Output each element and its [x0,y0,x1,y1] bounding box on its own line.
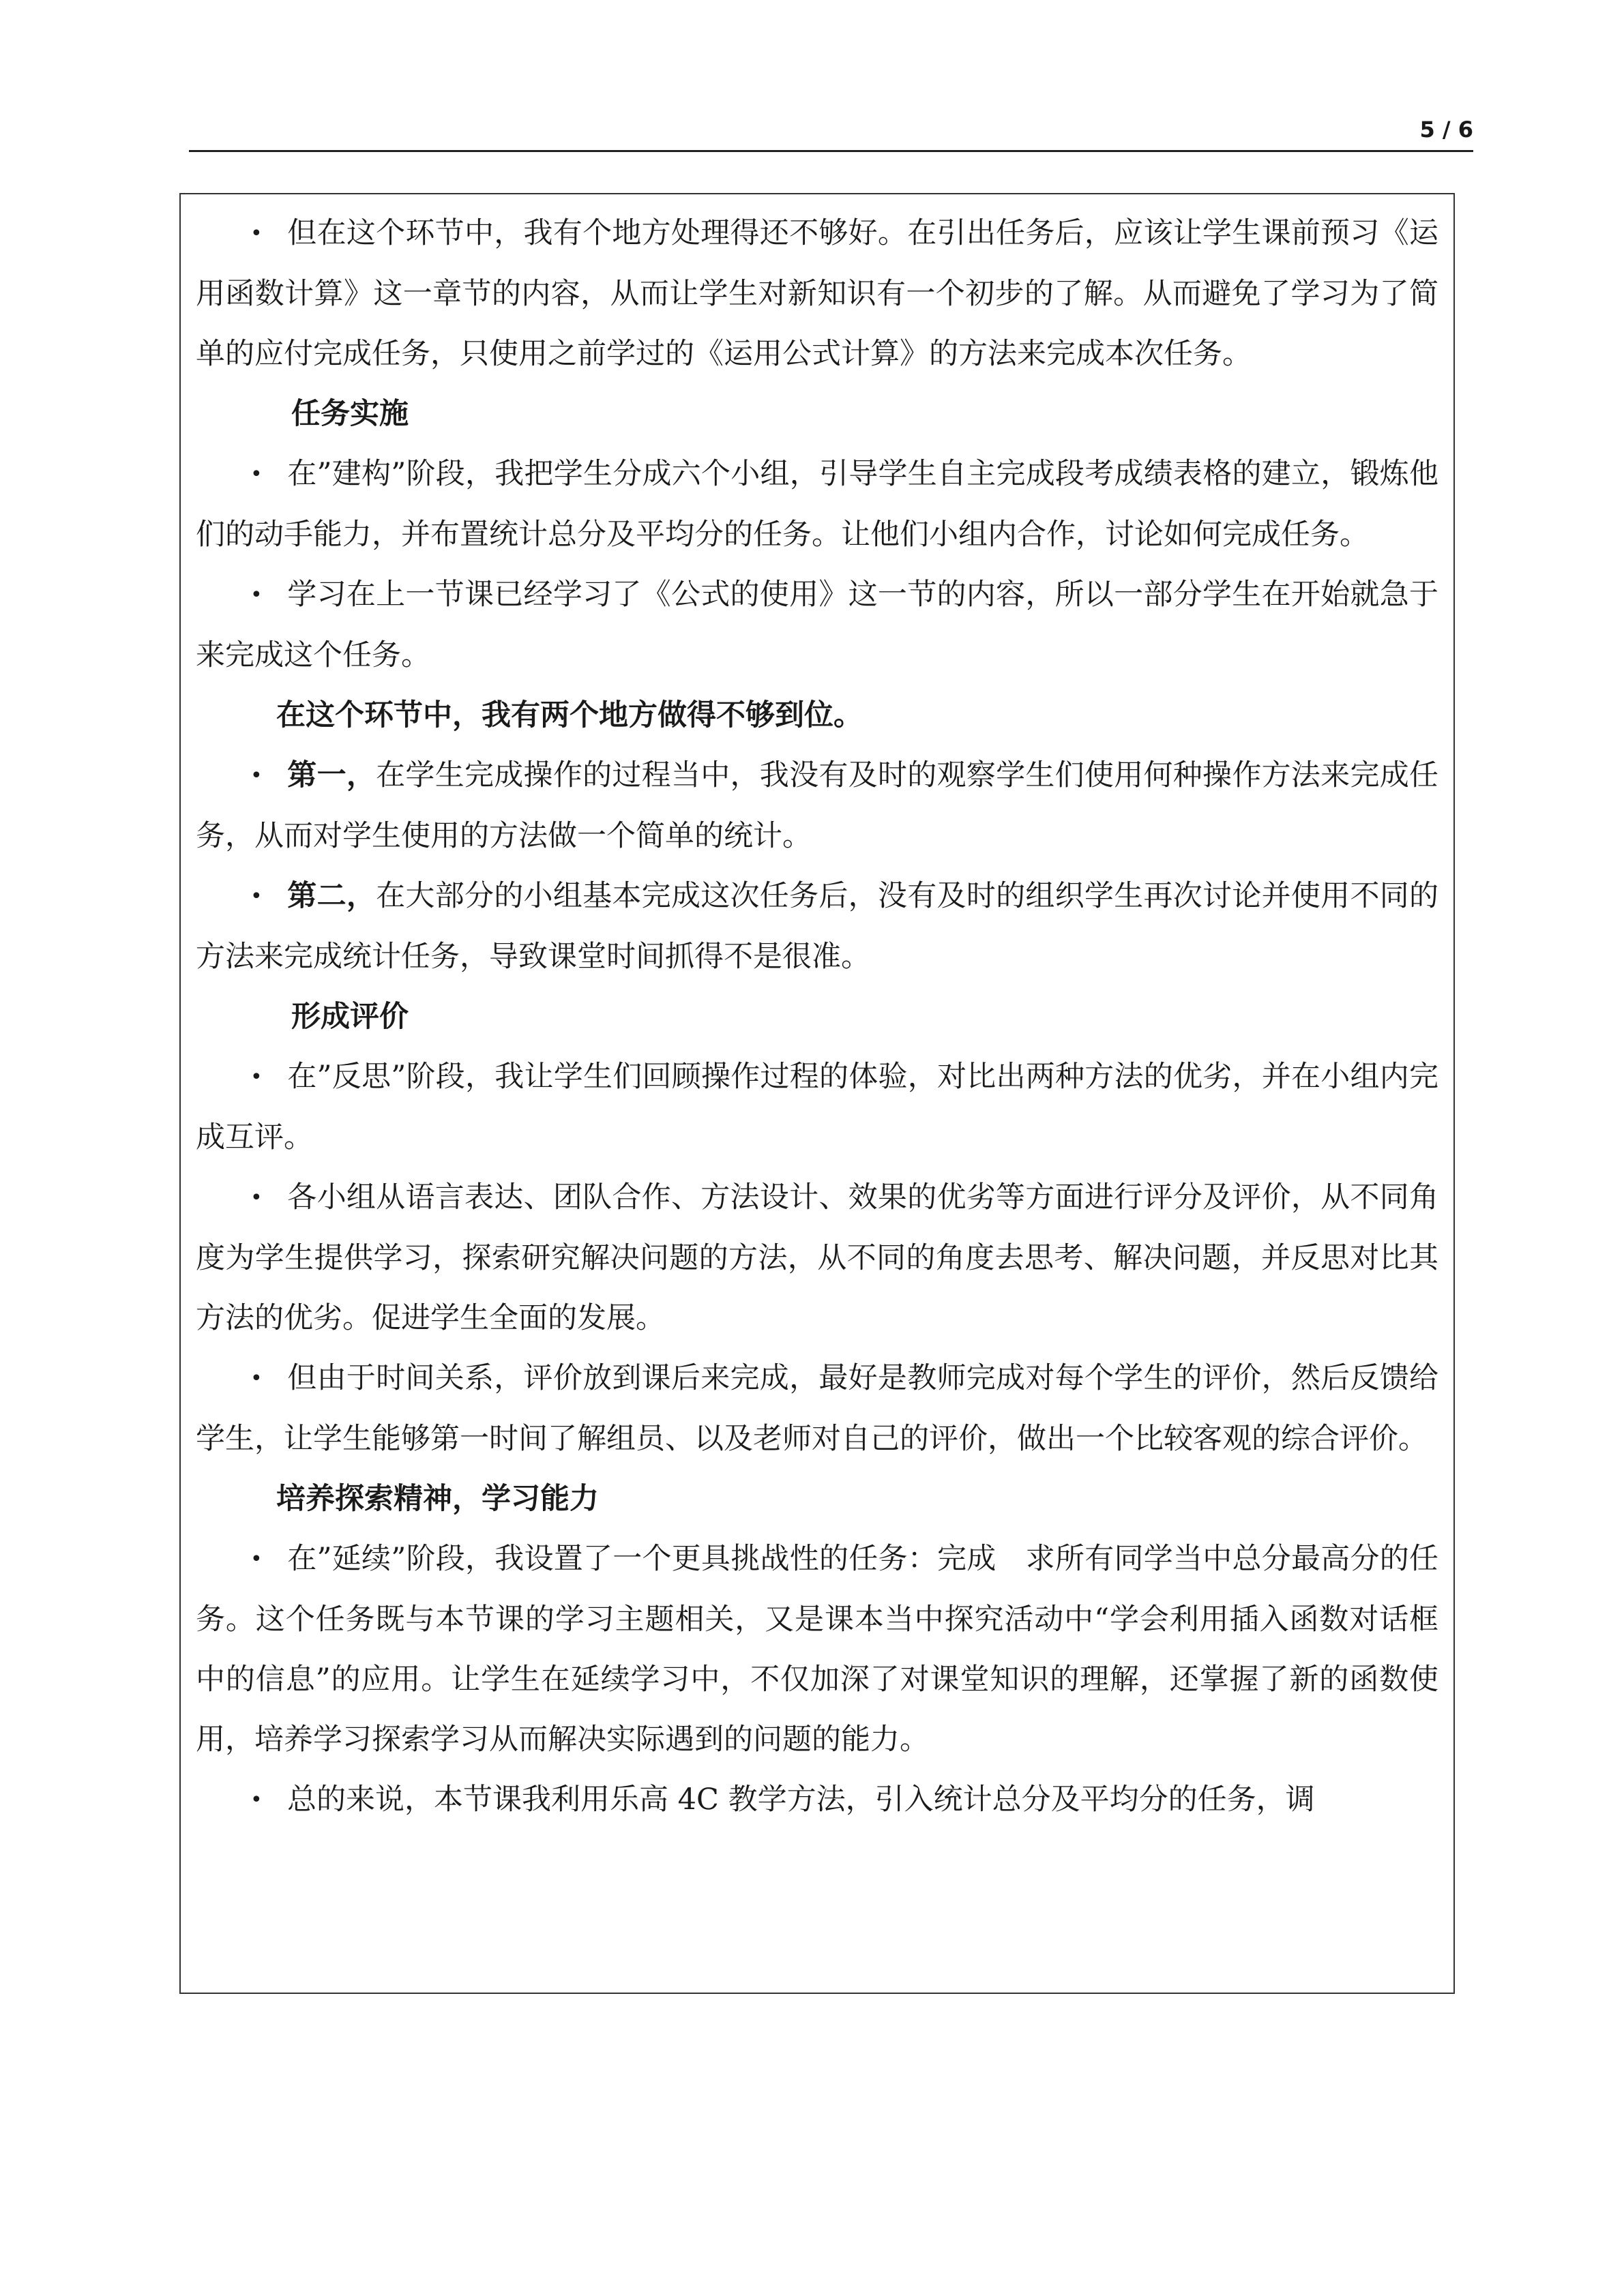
paragraph [196,1167,1438,1348]
paragraph-text: 但由于时间关系，评价放到课后来完成，最好是教师完成对每个学生的评价，然后反馈给学生，让学生能够第一时间了解组员、以及老师对自己的评价，做出一个比较客观的综合评价。 [196,1361,1438,1456]
bullet-icon: • [250,884,263,908]
paragraph [196,866,1438,987]
bullet-icon: • [250,1065,263,1089]
paragraph-text: 学习在上一节课已经学习了《公式的使用》这一节的内容，所以一部分学生在开始就急于来完成这个任务。 [196,578,1438,672]
content-body [196,203,1438,1830]
section-heading: 形成评价 [291,1000,409,1034]
bullet-icon: • [250,1788,263,1812]
paragraph [196,203,1438,384]
bullet-icon: • [250,1186,263,1210]
paragraph-text: 在”延续”阶段，我设置了一个更具挑战性的任务：完成 求所有同学当中总分最高分的任务。这个任务既与本节课的学习主题相关，又是课本当中探究活动中“学会利用插入函数对话框中的信息”的应用。让学生在延续学习中，不仅加深了对课堂知识的理解，还掌握了新的函数使用，培养学习探索学习从而解决实际遇到的问题的能力。 [196,1542,1438,1757]
paragraph [196,1348,1438,1469]
paragraph-text: 在”反思”阶段，我让学生们回顾操作过程的体验，对比出两种方法的优劣，并在小组内完成互评。 [196,1060,1438,1154]
paragraph [196,1529,1438,1770]
paragraph [196,1770,1438,1830]
bullet-icon: • [250,1367,263,1390]
paragraph-text: 总的来说，本节课我利用乐高 4C 教学方法，引入统计总分及平均分的任务，调 [287,1783,1315,1817]
paragraph [196,444,1438,565]
section-subheading: 在这个环节中，我有两个地方做得不够到位。 [276,698,863,732]
paragraph-lead: 第二， [287,879,377,913]
bullet-icon: • [250,764,263,788]
section-heading: 培养探索精神，学习能力 [276,1482,599,1516]
bullet-icon: • [250,1547,263,1571]
paragraph-text: 在大部分的小组基本完成这次任务后，没有及时的组织学生再次讨论并使用不同的方法来完成统计任务，导致课堂时间抓得不是很准。 [196,879,1439,974]
paragraph-text: 在”建构”阶段，我把学生分成六个小组，引导学生自主完成段考成绩表格的建立，锻炼他们的动手能力，并布置统计总分及平均分的任务。让他们小组内合作，讨论如何完成任务。 [196,457,1438,552]
paragraph-text: 但在这个环节中，我有个地方处理得还不够好。在引出任务后，应该让学生课前预习《运用函数计算》这一章节的内容，从而让学生对新知识有一个初步的了解。从而避免了学习为了简单的应付完成任务，只使用之前学过的《运用公式计算》的方法来完成本次任务。 [196,216,1438,371]
paragraph-lead: 第一， [287,758,377,792]
content-box [179,193,1455,1994]
page-number: 5 / 6 [1419,117,1473,143]
bullet-icon: • [250,222,263,245]
bullet-icon: • [250,462,263,486]
page-header [189,116,1473,152]
section-heading: 任务实施 [291,397,409,431]
paragraph [196,745,1438,866]
paragraph-text: 各小组从语言表达、团队合作、方法设计、效果的优劣等方面进行评分及评价，从不同角度为学生提供学习，探索研究解决问题的方法，从不同的角度去思考、解决问题，并反思对比其方法的优劣。促进学生全面的发展。 [196,1180,1438,1335]
bullet-icon: • [250,583,263,607]
paragraph [196,565,1438,685]
paragraph-text: 在学生完成操作的过程当中，我没有及时的观察学生们使用何种操作方法来完成任务，从而对学生使用的方法做一个简单的统计。 [196,758,1439,853]
paragraph [196,1047,1438,1167]
